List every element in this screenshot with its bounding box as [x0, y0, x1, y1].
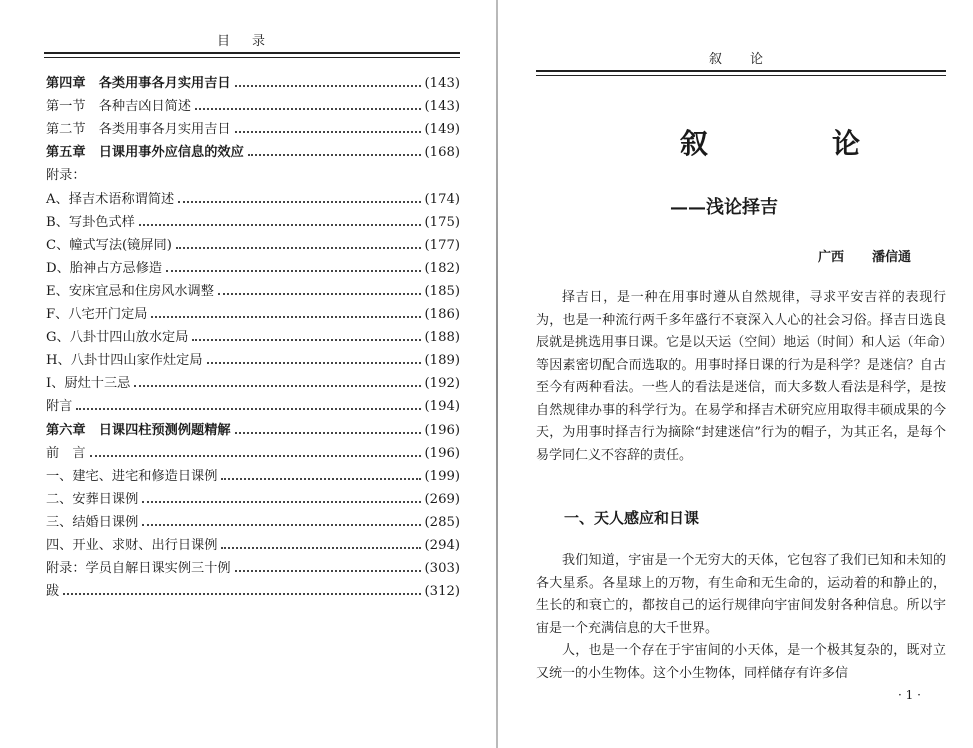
toc-entry-title: 三、结婚日课例: [46, 514, 139, 530]
toc-entry-title: D、胎神占方忌修造: [46, 260, 163, 276]
toc-leader-dots: [176, 246, 421, 249]
toc-entry-page: (196): [424, 422, 460, 438]
toc-leader-dots: [166, 269, 420, 272]
author-region: 广西: [818, 250, 845, 265]
toc-leader-dots: [90, 178, 456, 179]
body-paragraph-3: 人，也是一个存在于宇宙间的小天体，是一个极其复杂的，既对立又统一的小生物体。这个小生物体，同样储存有许多信: [536, 643, 946, 681]
toc-leader-dots: [142, 523, 420, 526]
toc-row: [46, 438, 460, 461]
toc-header: 目录: [216, 34, 287, 49]
right-page: [500, 0, 973, 748]
chapter-title: 叙 论: [680, 127, 909, 160]
toc-entry-page: (192): [424, 376, 460, 392]
toc-row: [46, 345, 460, 368]
toc-entry-title: 第六章 日课四柱预测例题精解: [46, 422, 231, 438]
toc-entry-page: (194): [424, 399, 460, 415]
toc-row: [46, 230, 460, 253]
toc-entry-title: E、安床宜忌和住房风水调整: [46, 283, 214, 299]
toc-row: [46, 253, 460, 276]
toc-entry-title: 第五章 日课用事外应信息的效应: [46, 145, 244, 161]
toc-entry-title: B、写卦色式样: [46, 214, 135, 230]
toc-leader-dots: [235, 84, 421, 87]
toc-leader-dots: [139, 223, 421, 226]
toc-leader-dots: [178, 200, 420, 203]
toc-row: [46, 68, 460, 91]
toc-row: [46, 160, 460, 183]
chapter-subtitle: ——浅论择吉: [670, 197, 778, 218]
toc-leader-dots: [248, 153, 421, 156]
toc-leader-dots: [221, 546, 420, 549]
toc-entry-page: (182): [424, 260, 460, 276]
toc-entry-title: 二、安葬日课例: [46, 491, 139, 507]
toc-header-rule: [44, 52, 460, 58]
body-paragraph-1: 择吉日，是一种在用事时遵从自然规律，寻求平安吉祥的表现行为，也是一种流行两千多年盛行不衰深入人心的社会习俗。择吉日选良辰就是挑选用事日课。它是以天运（空间）地运（时间）和人运（年命）等因素密切配合而选取的。用事时择日课的行为是科学？是迷信？自古至今有两种看法。一些人的看法是迷信，而大多数人看法是科学，是按自然规律办事的科学行为。在易学和择吉术研究应用取得丰硕成果的今天，为用事时择吉行为摘除“封建迷信”行为的帽子，为其正名，是每个易学同仁义不容辞的责任。: [536, 290, 946, 463]
toc-row: [46, 137, 460, 160]
toc-row: [46, 576, 460, 599]
toc-entry-page: (269): [424, 491, 460, 507]
toc-leader-dots: [235, 130, 421, 133]
toc-leader-dots: [63, 592, 420, 595]
toc-row: [46, 322, 460, 345]
toc-leader-dots: [235, 569, 421, 572]
toc-entry-title: 附录：: [46, 168, 86, 184]
toc-row: [46, 183, 460, 206]
toc-leader-dots: [142, 500, 420, 503]
toc-row: [46, 368, 460, 391]
toc-leader-dots: [195, 107, 420, 110]
toc-row: [46, 207, 460, 230]
body-paragraph-2: 我们知道，宇宙是一个无穷大的天体，它包容了我们已知和未知的各大星系。各星球上的万物，有生命和无生命的，运动着的和静止的，生长的和衰亡的，都按自己的运行规律向宇宙间发射各种信息。所以宇宙是一个充满信息的大千世界。: [536, 553, 946, 636]
toc-entry-title: G、八卦廿四山放水定局: [46, 330, 189, 346]
toc-entry-page: (294): [424, 537, 460, 553]
author-line: [818, 246, 911, 265]
toc-entry-page: (285): [424, 514, 460, 530]
toc-row: [46, 276, 460, 299]
book-gutter: [496, 0, 498, 748]
toc-entry-page: (143): [424, 99, 460, 115]
toc-entry-title: F、八宅开门定局: [46, 307, 148, 323]
toc-entry-title: 附录：学员自解日课实例三十例: [46, 561, 231, 577]
toc-entry-page: (174): [424, 191, 460, 207]
toc-entry-title: 四、开业、求财、出行日课例: [46, 537, 218, 553]
toc-entry-page: (175): [424, 214, 460, 230]
toc-entry-title: A、择吉术语称谓简述: [46, 191, 175, 207]
toc-leader-dots: [218, 292, 421, 295]
toc-entry-page: (303): [424, 561, 460, 577]
toc-entry-page: (177): [424, 237, 460, 253]
toc-row: [46, 91, 460, 114]
toc-list: [46, 68, 460, 599]
toc-entry-page: (188): [424, 330, 460, 346]
toc-entry-page: (149): [424, 122, 460, 138]
toc-entry-title: 第四章 各类用事各月实用吉日: [46, 76, 231, 92]
toc-row: [46, 461, 460, 484]
toc-entry-page: (185): [424, 283, 460, 299]
running-head-rule: [536, 70, 946, 76]
toc-entry-page: (186): [424, 307, 460, 323]
toc-entry-title: I、厨灶十三忌: [46, 376, 131, 392]
page-number: · 1 ·: [898, 688, 921, 702]
toc-leader-dots: [134, 384, 420, 387]
toc-row: [46, 553, 460, 576]
toc-leader-dots: [221, 477, 420, 480]
toc-row: [46, 484, 460, 507]
toc-leader-dots: [76, 407, 420, 410]
toc-leader-dots: [192, 338, 420, 341]
toc-entry-title: C、幢式写法(镜屏同): [46, 237, 172, 253]
toc-row: [46, 114, 460, 137]
toc-leader-dots: [207, 361, 421, 364]
toc-entry-title: 第一节 各种吉凶日简述: [46, 99, 192, 115]
toc-leader-dots: [235, 431, 421, 434]
toc-row: [46, 299, 460, 322]
toc-row: [46, 530, 460, 553]
toc-entry-page: (199): [424, 468, 460, 484]
section-heading: 一、天人感应和日课: [564, 509, 700, 527]
toc-entry-page: (189): [424, 353, 460, 369]
toc-row: [46, 391, 460, 414]
toc-row: [46, 414, 460, 437]
toc-leader-dots: [90, 454, 421, 457]
toc-entry-title: 第二节 各类用事各月实用吉日: [46, 122, 231, 138]
toc-entry-title: H、八卦廿四山家作灶定局: [46, 353, 203, 369]
toc-entry-page: (143): [424, 76, 460, 92]
toc-entry-page: (168): [424, 145, 460, 161]
running-head: 叙论: [708, 52, 791, 67]
toc-entry-title: 附言: [46, 399, 73, 415]
toc-row: [46, 507, 460, 530]
toc-entry-title: 一、建宅、进宅和修造日课例: [46, 468, 218, 484]
toc-entry-page: (196): [424, 445, 460, 461]
toc-entry-title: 跋: [46, 584, 60, 600]
toc-entry-title: 前 言: [46, 445, 86, 461]
toc-leader-dots: [151, 315, 420, 318]
author-name: 潘信通: [872, 250, 912, 265]
toc-entry-page: (312): [424, 584, 460, 600]
